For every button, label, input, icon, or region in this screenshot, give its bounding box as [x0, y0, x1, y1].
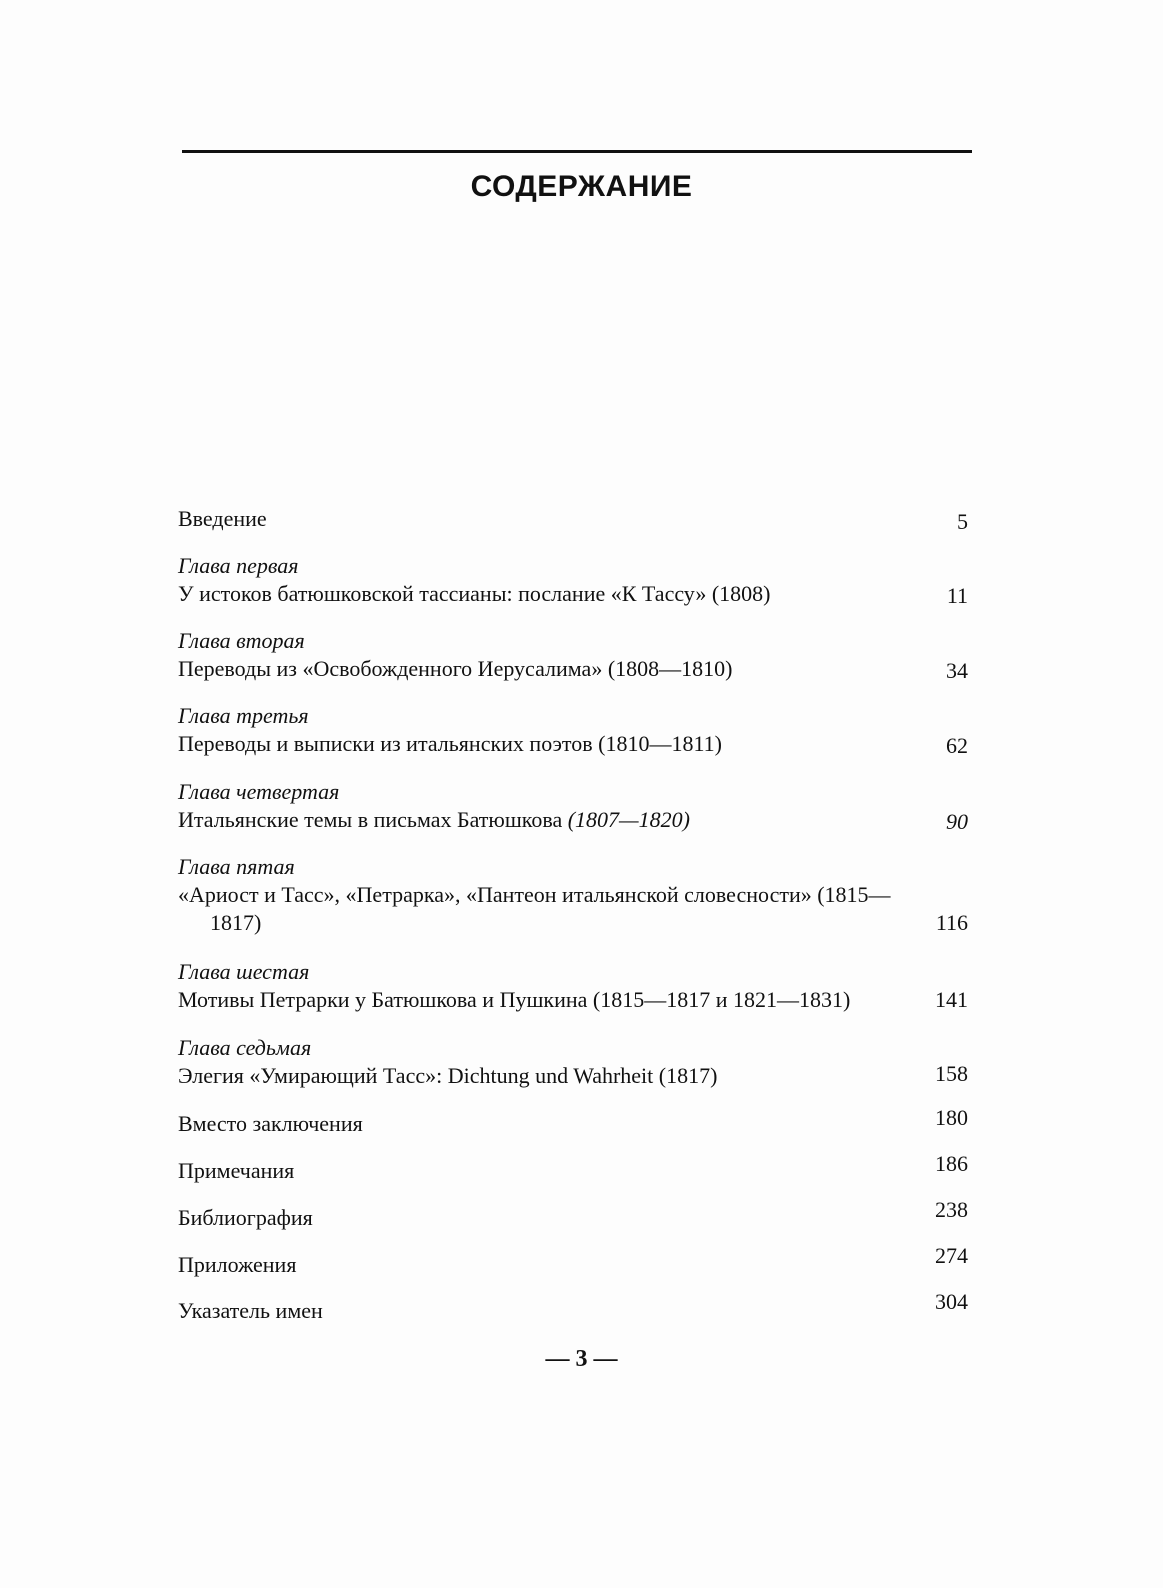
- top-rule: [182, 150, 972, 153]
- toc-chapter-label: Глава четвертая: [178, 779, 340, 804]
- toc-entry-page: 274: [935, 1243, 968, 1268]
- toc-entry-title: [178, 806, 968, 834]
- toc-entry-index: [178, 1289, 968, 1325]
- toc-chapter-label: Глава пятая: [178, 854, 295, 879]
- toc-entry-page: 141: [935, 987, 968, 1012]
- toc-entry-chapter-6: [178, 958, 968, 1014]
- toc-entry-title: Мотивы Петрарки у Батюшкова и Пушкина (1815—1817 и 1821—1831): [178, 987, 851, 1012]
- toc-entry-page: 5: [957, 509, 968, 534]
- toc-entry-page: 186: [935, 1151, 968, 1176]
- toc-entry-appendices: [178, 1243, 968, 1279]
- toc-entry-introduction: [178, 505, 968, 533]
- toc-entry-bibliography: [178, 1197, 968, 1232]
- toc-entry-page: 238: [935, 1197, 968, 1222]
- toc-chapter-label: Глава первая: [178, 553, 299, 578]
- toc-chapter-label: Глава шестая: [178, 959, 310, 984]
- toc-entry-chapter-2: [178, 627, 968, 683]
- toc-entry-chapter-1: [178, 552, 968, 608]
- toc-entry-page: 304: [935, 1289, 968, 1314]
- toc-entry-title: Введение: [178, 506, 267, 531]
- toc-entry-page: 11: [946, 583, 968, 608]
- toc-entry-chapter-3: [178, 702, 968, 758]
- toc-chapter-label: Глава вторая: [178, 628, 305, 653]
- page-folio: — 3 —: [545, 1346, 618, 1372]
- toc-entry-title: Вместо заключения: [178, 1111, 363, 1136]
- toc-entry-title-main: Итальянские темы в письмах Батюшкова: [178, 807, 568, 832]
- toc-entry-title-line2: 1817): [210, 910, 262, 935]
- toc-entry-title-line1: «Ариост и Тасс», «Петрарка», «Пантеон итальянской словесности» (1815—: [178, 882, 891, 907]
- toc-entry-chapter-5: [178, 853, 968, 937]
- toc-entry-conclusion: [178, 1105, 968, 1138]
- toc-entry-chapter-4: [178, 778, 968, 834]
- toc-entry-page: 34: [946, 658, 968, 683]
- toc-chapter-label: Глава седьмая: [178, 1035, 312, 1060]
- toc-entry-page: 180: [935, 1105, 968, 1130]
- toc-entry-page: 62: [946, 733, 968, 758]
- toc-entry-title-dates: (1807—1820): [567, 807, 690, 832]
- toc-entry-title: Приложения: [178, 1252, 297, 1277]
- toc-entry-page: 116: [935, 910, 968, 935]
- toc-entry-notes: [178, 1151, 968, 1185]
- toc-entry-title: Примечания: [178, 1158, 295, 1183]
- toc-entry-title: Указатель имен: [178, 1298, 323, 1323]
- toc-entry-chapter-7: [178, 1034, 968, 1090]
- toc-entry-title: Элегия «Умирающий Тасс»: Dichtung und Wahrheit (1817): [178, 1063, 718, 1088]
- page-title: СОДЕРЖАНИЕ: [470, 170, 693, 203]
- toc-entry-page: 90: [946, 809, 968, 834]
- toc-chapter-label: Глава третья: [178, 703, 309, 728]
- toc-entry-title: Переводы из «Освобожденного Иерусалима» (1808—1810): [178, 656, 733, 681]
- toc-entry-page: 158: [935, 1061, 968, 1086]
- toc-entry-title: Переводы и выписки из итальянских поэтов (1810—1811): [178, 731, 722, 756]
- toc-entry-title: У истоков батюшковской тассианы: послание «К Тассу» (1808): [178, 581, 771, 606]
- toc-entry-title: Библиография: [178, 1205, 313, 1230]
